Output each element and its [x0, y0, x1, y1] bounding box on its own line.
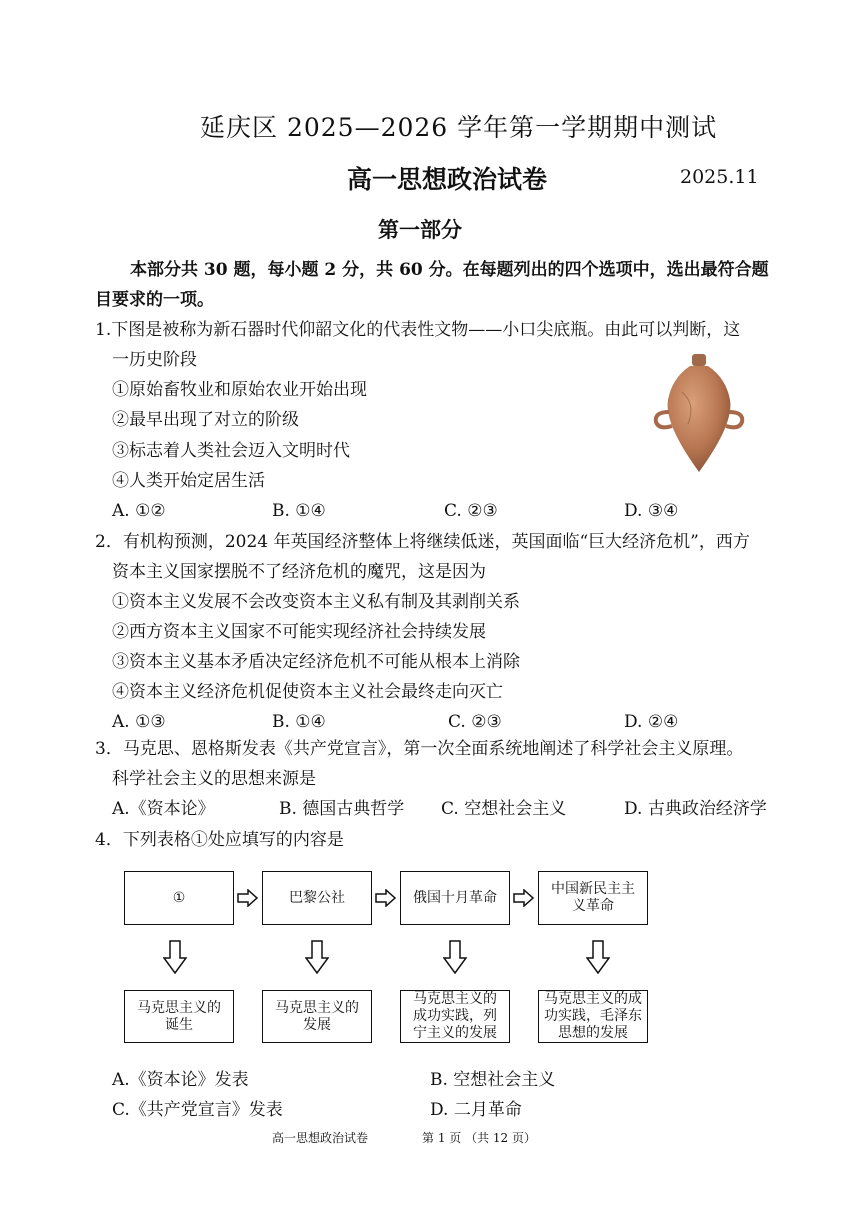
flow-arrow-down-icon	[305, 940, 329, 974]
part-title: 第一部分	[378, 217, 462, 242]
exam-subtitle: 高一思想政治试卷	[347, 165, 548, 194]
q2-option-b[interactable]: B. ①④	[272, 712, 326, 732]
q4-option-b[interactable]: B. 空想社会主义	[430, 1070, 556, 1090]
flow-arrow-right-icon	[513, 889, 535, 907]
q2-option-c[interactable]: C. ②③	[448, 712, 502, 732]
flow-arrow-down-icon	[443, 940, 467, 974]
q1-item-1: ①原始畜牧业和原始农业开始出现	[112, 380, 367, 400]
q1-option-a[interactable]: A. ①②	[112, 501, 166, 521]
q1-stem-line1: 1.下图是被称为新石器时代仰韶文化的代表性文物——小口尖底瓶。由此可以判断，这	[95, 320, 741, 340]
flow-box-marxism-development	[262, 990, 372, 1043]
q3-stem-line2: 科学社会主义的思想来源是	[112, 769, 316, 789]
q1-option-d[interactable]: D. ③④	[624, 501, 679, 521]
q3-option-a[interactable]: A.《资本论》	[112, 799, 215, 819]
q3-option-d[interactable]: D. 古典政治经济学	[624, 799, 767, 819]
flow-box-mao-thought	[538, 990, 648, 1043]
q2-item-3: ③资本主义基本矛盾决定经济危机不可能从根本上消除	[112, 652, 520, 672]
flow-box-new-democratic-revolution-label: 中国新民主主义革命	[551, 881, 635, 914]
q1-stem-line2: 一历史阶段	[112, 350, 197, 370]
q1-item-3: ③标志着人类社会迈入文明时代	[112, 441, 350, 461]
q2-item-1: ①资本主义发展不会改变资本主义私有制及其剥削关系	[112, 592, 520, 612]
flow-box-blank-label: ①	[172, 889, 186, 906]
flow-arrow-right-icon	[237, 889, 259, 907]
pottery-vase-image	[652, 352, 746, 474]
q2-item-4: ④资本主义经济危机促使资本主义社会最终走向灭亡	[112, 682, 503, 702]
q1-option-c[interactable]: C. ②③	[444, 501, 498, 521]
instructions-line1: 本部分共 30 题，每小题 2 分，共 60 分。在每题列出的四个选项中，选出最符合题	[130, 260, 769, 280]
flow-box-marxism-birth	[124, 990, 234, 1043]
q3-stem-line1: 3．马克思、恩格斯发表《共产党宣言》，第一次全面系统地阐述了科学社会主义原理。	[95, 739, 744, 759]
flow-box-leninism	[400, 990, 510, 1043]
q4-option-d[interactable]: D. 二月革命	[430, 1100, 522, 1120]
flow-arrow-right-icon	[375, 889, 397, 907]
q2-item-2: ②西方资本主义国家不可能实现经济社会持续发展	[112, 622, 486, 642]
flow-box-october-revolution-label: 俄国十月革命	[413, 889, 497, 906]
flow-arrow-down-icon	[586, 940, 610, 974]
footer-subject: 高一思想政治试卷	[272, 1131, 369, 1145]
flow-box-new-democratic-revolution	[538, 871, 648, 925]
exam-title: 延庆区 2025—2026 学年第一学期期中测试	[200, 113, 718, 142]
footer-page-number: 第 1 页 （共 12 页）	[422, 1131, 536, 1145]
q3-option-c[interactable]: C. 空想社会主义	[441, 799, 567, 819]
q1-item-4: ④人类开始定居生活	[112, 471, 265, 491]
flow-box-blank	[124, 871, 234, 925]
exam-date: 2025.11	[680, 166, 759, 188]
flow-box-marxism-birth-label: 马克思主义的诞生	[137, 999, 221, 1033]
q1-option-b[interactable]: B. ①④	[272, 501, 326, 521]
q2-stem-line1: 2．有机构预测，2024 年英国经济整体上将继续低迷，英国面临“巨大经济危机”，西方	[95, 532, 750, 552]
q3-option-b[interactable]: B. 德国古典哲学	[279, 799, 405, 819]
q4-option-c[interactable]: C.《共产党宣言》发表	[112, 1100, 283, 1120]
flow-box-mao-thought-label: 马克思主义的成功实践，毛泽东思想的发展	[544, 991, 642, 1041]
flow-arrow-down-icon	[163, 940, 187, 974]
q4-option-a[interactable]: A.《资本论》发表	[112, 1070, 249, 1090]
flow-box-marxism-development-label: 马克思主义的发展	[275, 999, 359, 1033]
instructions-line2: 目要求的一项。	[95, 290, 214, 310]
q2-option-a[interactable]: A. ①③	[112, 712, 166, 732]
flow-box-leninism-label: 马克思主义的成功实践，列宁主义的发展	[413, 991, 497, 1041]
flow-box-paris-commune-label: 巴黎公社	[289, 889, 345, 906]
q4-stem: 4．下列表格①处应填写的内容是	[95, 830, 344, 850]
q2-stem-line2: 资本主义国家摆脱不了经济危机的魔咒，这是因为	[112, 562, 486, 582]
q2-option-d[interactable]: D. ②④	[624, 712, 679, 732]
q1-item-2: ②最早出现了对立的阶级	[112, 410, 299, 430]
flow-box-paris-commune	[262, 871, 372, 925]
flow-box-october-revolution	[400, 871, 510, 925]
